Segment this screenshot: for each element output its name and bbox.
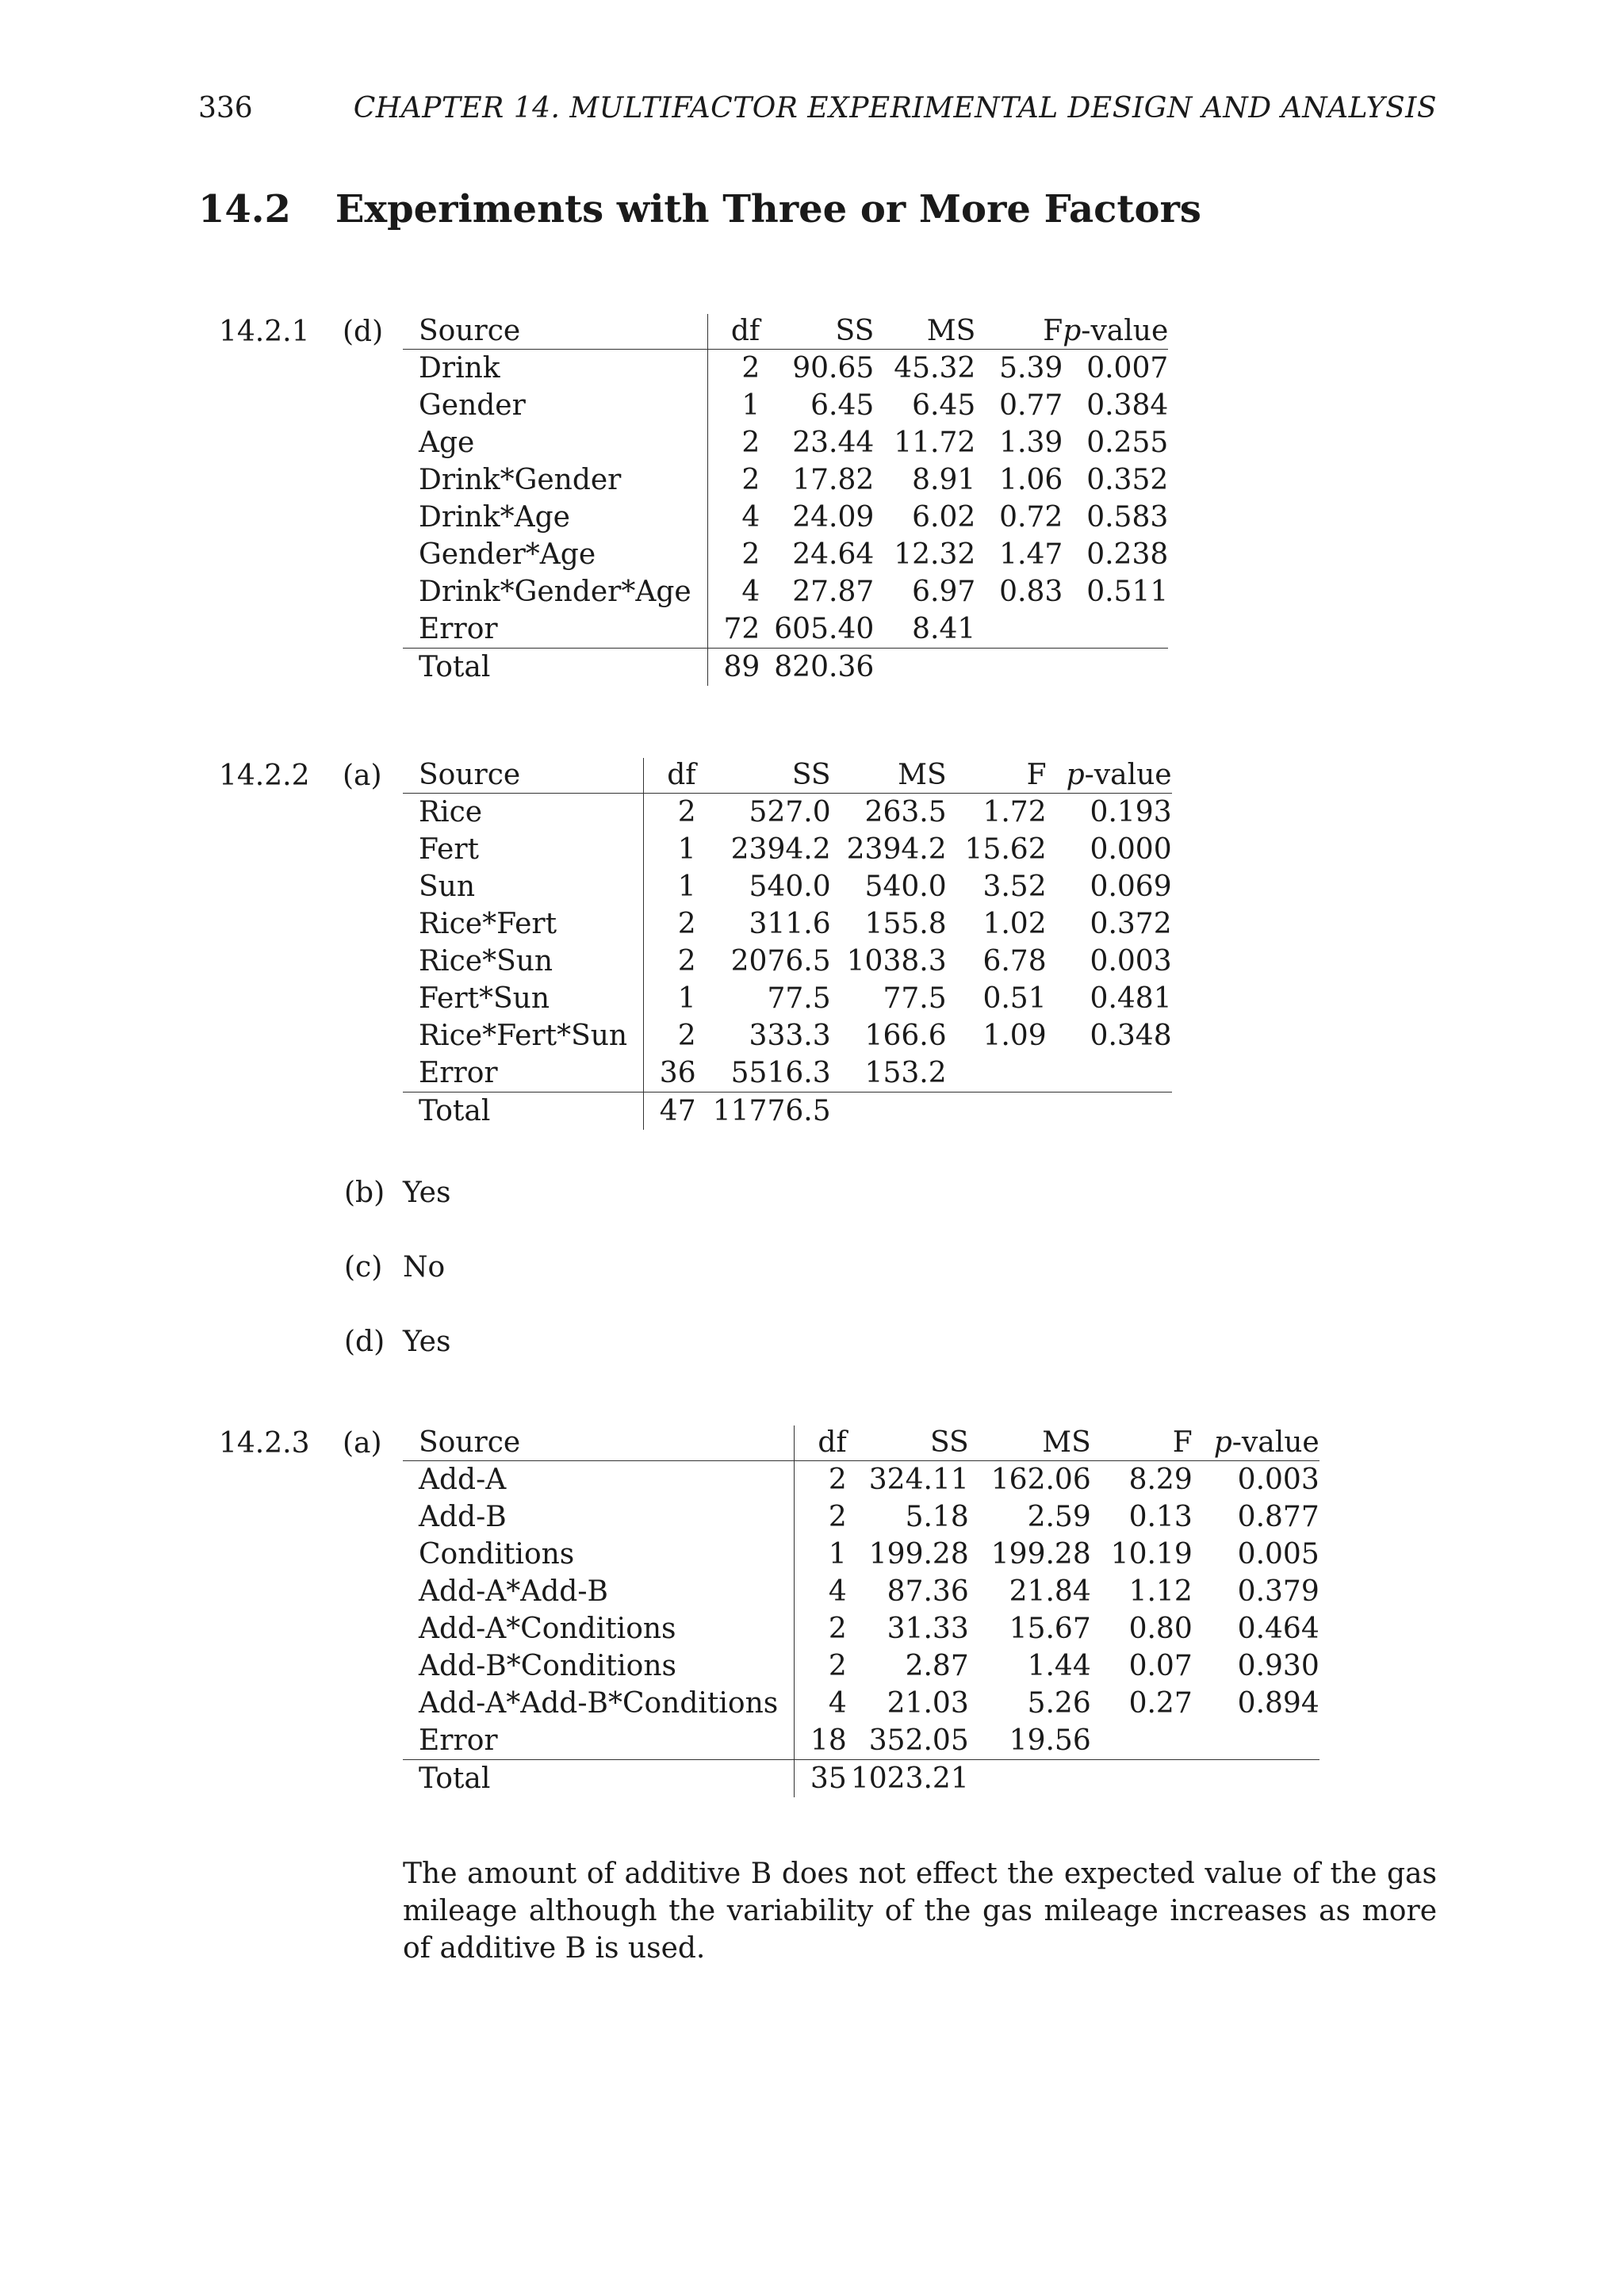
cell-df: 2 <box>741 351 760 385</box>
cell-ms: 19.56 <box>969 1722 1091 1760</box>
cell-df: 1 <box>741 388 760 422</box>
cell-f: 8.29 <box>1128 1463 1193 1496</box>
cell-p-value: 0.877 <box>1237 1500 1320 1533</box>
cell-f: 1.09 <box>982 1019 1047 1052</box>
section-title: Experiments with Three or More Factors <box>335 187 1201 232</box>
table-row <box>403 649 1168 687</box>
header-ms: MS <box>831 758 947 794</box>
cell-ss: 5516.3 <box>696 1054 831 1093</box>
cell-f: 15.62 <box>964 832 1047 866</box>
cell-source: Fert <box>403 831 644 868</box>
cell-ms: 77.5 <box>883 982 947 1015</box>
chapter-title: CHAPTER 14. MULTIFACTOR EXPERIMENTAL DESIGN AND ANALYSIS <box>353 92 1437 124</box>
cell-source: Error <box>403 1722 795 1760</box>
table-row <box>403 1498 1320 1536</box>
cell-ms: 6.02 <box>912 500 976 534</box>
cell-source: Age <box>403 424 707 461</box>
cell-ss: 24.64 <box>792 538 875 571</box>
cell-ms: 6.45 <box>912 388 976 422</box>
table-row <box>403 536 1168 573</box>
header-df: df <box>707 314 760 350</box>
cell-p-value: 0.384 <box>1086 388 1169 422</box>
cell-p-value: 0.930 <box>1237 1649 1320 1682</box>
subanswer-label: (b) <box>344 1177 385 1209</box>
cell-ms: 6.97 <box>912 575 976 608</box>
cell-source: Rice*Sun <box>403 943 644 980</box>
table-row <box>403 980 1172 1017</box>
cell-f: 1.72 <box>982 795 1047 828</box>
cell-ss: 90.65 <box>792 351 875 385</box>
table-row <box>403 1722 1320 1760</box>
cell-ms <box>874 649 975 687</box>
table-row <box>403 1054 1172 1093</box>
problem-number: 14.2.2 <box>219 760 310 792</box>
cell-p-value: 0.238 <box>1086 538 1169 571</box>
cell-df: 72 <box>707 610 760 649</box>
cell-f: 10.19 <box>1110 1537 1193 1571</box>
cell-p-value: 0.003 <box>1090 944 1172 978</box>
header-p-letter: p <box>1063 315 1082 347</box>
cell-f: 6.78 <box>982 944 1047 978</box>
cell-ss: 77.5 <box>767 982 831 1015</box>
cell-df: 2 <box>741 426 760 459</box>
cell-ss: 2394.2 <box>730 832 831 866</box>
cell-source: Total <box>403 649 707 687</box>
cell-f: 1.39 <box>999 426 1063 459</box>
table-row <box>403 1760 1320 1798</box>
header-ms: MS <box>969 1425 1091 1461</box>
cell-ms: 45.32 <box>894 351 976 385</box>
cell-ms: 21.84 <box>1009 1575 1091 1608</box>
cell-ms: 1038.3 <box>846 944 947 978</box>
table-header-row <box>403 758 1172 794</box>
cell-source: Add-A*Add-B*Conditions <box>403 1685 795 1722</box>
problem-number: 14.2.1 <box>219 316 310 348</box>
cell-ss: 352.05 <box>847 1722 969 1760</box>
cell-f: 3.52 <box>982 870 1047 903</box>
cell-df: 4 <box>741 575 760 608</box>
cell-df: 2 <box>741 538 760 571</box>
cell-source: Gender*Age <box>403 536 707 573</box>
cell-f: 0.13 <box>1128 1500 1193 1533</box>
header-f: F <box>1091 1425 1193 1461</box>
cell-ms: 2394.2 <box>846 832 947 866</box>
table-row <box>403 1647 1320 1685</box>
cell-df: 2 <box>677 1019 696 1052</box>
cell-p-value <box>1193 1760 1320 1798</box>
cell-p-value: 0.464 <box>1237 1612 1320 1645</box>
cell-ss: 1023.21 <box>850 1762 969 1795</box>
running-head <box>198 92 1437 124</box>
cell-p-value: 0.372 <box>1090 907 1172 940</box>
cell-ss: 23.44 <box>792 426 875 459</box>
cell-ss: 527.0 <box>749 795 831 828</box>
cell-p-value: 0.193 <box>1090 795 1172 828</box>
cell-df: 1 <box>677 832 696 866</box>
cell-p-value <box>1063 610 1168 649</box>
cell-ms: 11.72 <box>894 426 976 459</box>
cell-ss: 605.40 <box>760 610 874 649</box>
cell-f: 0.72 <box>999 500 1063 534</box>
cell-p-value <box>1047 1093 1172 1131</box>
cell-f <box>975 610 1063 649</box>
cell-ss: 540.0 <box>749 870 831 903</box>
cell-p-value: 0.894 <box>1237 1686 1320 1720</box>
cell-ms: 12.32 <box>894 538 976 571</box>
cell-source: Total <box>403 1760 795 1798</box>
cell-ms: 15.67 <box>1009 1612 1091 1645</box>
cell-ss: 87.36 <box>887 1575 969 1608</box>
cell-ms: 199.28 <box>990 1537 1091 1571</box>
cell-ms: 8.91 <box>912 463 976 496</box>
cell-p-value <box>1047 1054 1172 1093</box>
cell-ms <box>831 1093 947 1131</box>
header-source: Source <box>403 1425 795 1461</box>
table-row <box>403 943 1172 980</box>
cell-ss: 2076.5 <box>730 944 831 978</box>
cell-ms <box>969 1760 1091 1798</box>
cell-ms: 5.26 <box>1027 1686 1091 1720</box>
cell-df: 2 <box>828 1500 847 1533</box>
subanswer-label: (d) <box>344 1326 385 1358</box>
cell-df: 2 <box>828 1463 847 1496</box>
cell-ms: 2.59 <box>1027 1500 1091 1533</box>
cell-ms: 1.44 <box>1027 1649 1091 1682</box>
table-row <box>403 610 1168 649</box>
cell-p-value: 0.379 <box>1237 1575 1320 1608</box>
table-header-row <box>403 1425 1320 1461</box>
cell-f: 1.02 <box>982 907 1047 940</box>
header-source: Source <box>403 758 644 794</box>
cell-ms: 166.6 <box>864 1019 947 1052</box>
cell-df: 2 <box>677 795 696 828</box>
table-row <box>403 794 1172 832</box>
cell-df: 4 <box>828 1575 847 1608</box>
cell-f <box>947 1054 1047 1093</box>
table-row <box>403 831 1172 868</box>
cell-f <box>947 1093 1047 1131</box>
cell-ss: 6.45 <box>810 388 875 422</box>
header-ms: MS <box>874 314 975 350</box>
cell-ss: 31.33 <box>887 1612 969 1645</box>
cell-df: 1 <box>677 982 696 1015</box>
table-row <box>403 1685 1320 1722</box>
table-row <box>403 461 1168 499</box>
cell-f: 5.39 <box>999 351 1063 385</box>
cell-df: 2 <box>828 1612 847 1645</box>
table-row <box>403 1017 1172 1054</box>
cell-ss: 21.03 <box>887 1686 969 1720</box>
problem-part: (a) <box>343 1427 382 1460</box>
cell-ms: 263.5 <box>864 795 947 828</box>
cell-source: Error <box>403 610 707 649</box>
cell-p-value: 0.007 <box>1086 351 1169 385</box>
cell-f: 1.47 <box>999 538 1063 571</box>
cell-p-value: 0.069 <box>1090 870 1172 903</box>
cell-df: 2 <box>677 944 696 978</box>
cell-p-value: 0.583 <box>1086 500 1169 534</box>
cell-source: Rice <box>403 794 644 832</box>
cell-ss: 17.82 <box>792 463 875 496</box>
cell-f <box>1091 1722 1193 1760</box>
cell-f: 1.12 <box>1128 1575 1193 1608</box>
cell-f: 0.51 <box>982 982 1047 1015</box>
header-p-letter: p <box>1213 1426 1232 1459</box>
cell-f: 0.80 <box>1128 1612 1193 1645</box>
cell-f: 0.77 <box>999 388 1063 422</box>
cell-source: Rice*Fert <box>403 905 644 943</box>
cell-source: Fert*Sun <box>403 980 644 1017</box>
problem-part: (d) <box>343 316 384 348</box>
cell-df: 47 <box>659 1094 696 1127</box>
header-f: F <box>947 758 1047 794</box>
subanswer-label: (c) <box>344 1251 383 1284</box>
header-source: Source <box>403 314 707 350</box>
header-ss: SS <box>760 314 874 350</box>
header-p-letter: p <box>1066 759 1085 791</box>
cell-source: Add-B <box>403 1498 795 1536</box>
cell-ss: 2.87 <box>905 1649 969 1682</box>
cell-source: Sun <box>403 868 644 905</box>
header-ss: SS <box>696 758 831 794</box>
cell-ms: 155.8 <box>864 907 947 940</box>
cell-ss: 11776.5 <box>712 1094 831 1127</box>
cell-df: 4 <box>741 500 760 534</box>
header-df: df <box>795 1425 847 1461</box>
cell-p-value: 0.000 <box>1090 832 1172 866</box>
cell-source: Drink*Age <box>403 499 707 536</box>
table-row <box>403 868 1172 905</box>
table-row <box>403 1573 1320 1610</box>
table-header-row <box>403 314 1168 350</box>
problem-number: 14.2.3 <box>219 1427 310 1460</box>
header-f: F <box>975 314 1063 350</box>
cell-f: 0.07 <box>1128 1649 1193 1682</box>
subanswer-text: No <box>403 1251 446 1284</box>
cell-source: Add-A*Add-B <box>403 1573 795 1610</box>
cell-p-value: 0.348 <box>1090 1019 1172 1052</box>
subanswer-text: Yes <box>403 1326 451 1358</box>
cell-source: Add-B*Conditions <box>403 1647 795 1685</box>
table-row <box>403 350 1168 388</box>
cell-source: Add-A*Conditions <box>403 1610 795 1647</box>
cell-df: 2 <box>677 907 696 940</box>
cell-p-value: 0.003 <box>1237 1463 1320 1496</box>
cell-ss: 324.11 <box>868 1463 969 1496</box>
cell-df: 36 <box>644 1054 696 1093</box>
cell-f <box>975 649 1063 687</box>
cell-ss: 333.3 <box>749 1019 831 1052</box>
subanswer-text: Yes <box>403 1177 451 1209</box>
cell-p-value: 0.005 <box>1237 1537 1320 1571</box>
header-ss: SS <box>847 1425 969 1461</box>
table-row <box>403 424 1168 461</box>
cell-df: 1 <box>828 1537 847 1571</box>
cell-df: 2 <box>828 1649 847 1682</box>
cell-p-value: 0.481 <box>1090 982 1172 1015</box>
header-p-value <box>1047 758 1172 794</box>
header-p-suffix: -value <box>1081 315 1169 347</box>
cell-source: Drink*Gender <box>403 461 707 499</box>
cell-f: 1.06 <box>999 463 1063 496</box>
cell-p-value: 0.352 <box>1086 463 1169 496</box>
cell-source: Gender <box>403 387 707 424</box>
cell-source: Total <box>403 1093 644 1131</box>
cell-ss: 820.36 <box>774 650 875 683</box>
cell-df: 4 <box>828 1686 847 1720</box>
cell-p-value: 0.511 <box>1086 575 1169 608</box>
cell-ss: 24.09 <box>792 500 875 534</box>
cell-df: 35 <box>810 1762 847 1795</box>
table-row <box>403 1093 1172 1131</box>
cell-f <box>1091 1760 1193 1798</box>
anova-table-14-2-1 <box>403 314 1168 686</box>
cell-source: Drink*Gender*Age <box>403 573 707 610</box>
problem-part: (a) <box>343 760 382 792</box>
cell-source: Conditions <box>403 1536 795 1573</box>
table-row <box>403 1461 1320 1499</box>
cell-p-value <box>1063 649 1168 687</box>
header-p-suffix: -value <box>1231 1426 1320 1459</box>
cell-p-value: 0.255 <box>1086 426 1169 459</box>
cell-ms: 153.2 <box>831 1054 947 1093</box>
cell-df: 89 <box>723 650 760 683</box>
section-heading <box>198 187 1201 232</box>
cell-source: Rice*Fert*Sun <box>403 1017 644 1054</box>
cell-f: 0.27 <box>1128 1686 1193 1720</box>
table-row <box>403 1536 1320 1573</box>
table-row <box>403 1610 1320 1647</box>
header-df: df <box>644 758 696 794</box>
cell-ss: 5.18 <box>905 1500 969 1533</box>
cell-df: 2 <box>741 463 760 496</box>
table-row <box>403 573 1168 610</box>
cell-f: 0.83 <box>999 575 1063 608</box>
cell-ms: 162.06 <box>990 1463 1091 1496</box>
cell-p-value <box>1193 1722 1320 1760</box>
anova-table-14-2-3 <box>403 1425 1320 1797</box>
cell-df: 1 <box>677 870 696 903</box>
table-row <box>403 905 1172 943</box>
table-row <box>403 499 1168 536</box>
table-row <box>403 387 1168 424</box>
section-number: 14.2 <box>198 187 291 232</box>
cell-df: 18 <box>795 1722 847 1760</box>
header-p-suffix: -value <box>1084 759 1172 791</box>
page-number: 336 <box>198 92 253 124</box>
cell-ss: 27.87 <box>792 575 875 608</box>
cell-source: Drink <box>403 350 707 388</box>
header-p-value <box>1193 1425 1320 1461</box>
cell-ss: 311.6 <box>749 907 831 940</box>
anova-table-14-2-2 <box>403 758 1172 1130</box>
cell-ss: 199.28 <box>868 1537 969 1571</box>
cell-ms: 540.0 <box>864 870 947 903</box>
answer-paragraph: The amount of additive B does not effect the expected value of the gas mileage although the variability of the gas mileage increases as more of additive B is used. <box>403 1858 1437 1965</box>
cell-source: Error <box>403 1054 644 1093</box>
header-p-value <box>1063 314 1168 350</box>
cell-source: Add-A <box>403 1461 795 1499</box>
cell-ms: 8.41 <box>874 610 975 649</box>
